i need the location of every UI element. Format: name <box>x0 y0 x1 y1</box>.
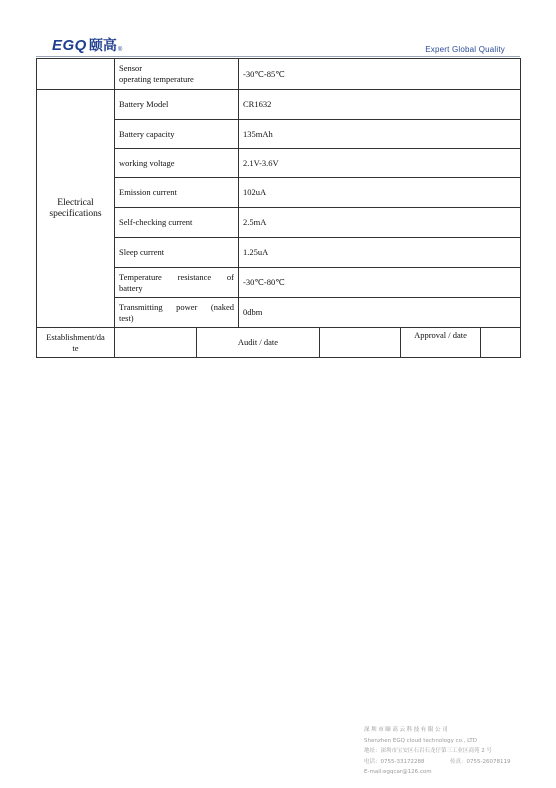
table-row <box>37 90 521 120</box>
establishment-date-field <box>115 328 197 358</box>
row-label: Temperature resistance of battery <box>115 268 239 298</box>
approval-date-label: Approval / date <box>401 328 481 357</box>
spec-table <box>36 58 521 358</box>
table-row <box>37 59 521 90</box>
row-value: 2.5mA <box>239 208 521 238</box>
row-value: -30℃-85℃ <box>239 59 521 90</box>
row-value: 1.25uA <box>239 238 521 268</box>
row-value: CR1632 <box>239 90 521 120</box>
row-label: working voltage <box>115 149 239 178</box>
row-value: 2.1V-3.6V <box>239 149 521 178</box>
company-contact <box>364 757 510 768</box>
row-value: 135mAh <box>239 120 521 149</box>
company-info <box>364 725 510 778</box>
audit-date-field <box>320 328 401 358</box>
audit-date-label: Audit / date <box>197 328 320 358</box>
row-label: Sleep current <box>115 238 239 268</box>
header-divider <box>36 56 520 57</box>
slogan: Expert Global Quality <box>425 45 505 54</box>
row-label: Transmitting power (naked test) <box>115 298 239 328</box>
row-value: 0dbm <box>239 298 521 328</box>
signature-row <box>37 328 521 358</box>
company-address: 地址：深圳市宝安区石岩石龙仔第三工业区商苑 2 号 <box>364 748 492 754</box>
row-label: Sensor operating temperature <box>115 59 239 90</box>
row-value: 102uA <box>239 178 521 208</box>
approval-date-field <box>481 328 520 357</box>
company-fax: 传真：0755-26078119 <box>449 758 511 765</box>
approval-cell <box>401 328 521 358</box>
logo-cn: 颐高 <box>88 38 117 54</box>
logo-registered-mark: ® <box>117 47 123 53</box>
blank-cell <box>37 59 115 90</box>
establishment-date-label: Establishment/da te <box>37 328 115 358</box>
row-label: Battery Model <box>115 90 239 120</box>
company-email: E-mail:egqcar@126.com <box>364 769 432 775</box>
company-name-cn: 深圳市颐高云科技有限公司 <box>364 727 450 733</box>
logo-en: EGQ <box>52 37 87 54</box>
group-label-electrical: Electrical specifications <box>37 90 115 328</box>
row-label: Self-checking current <box>115 208 239 238</box>
row-value: -30℃-80℃ <box>239 268 521 298</box>
row-label: Battery capacity <box>115 120 239 149</box>
company-phone: 电话：0755-33172288 <box>364 758 425 765</box>
row-label: Emission current <box>115 178 239 208</box>
company-name-en: Shenzhen EGQ cloud technology co., LTD <box>364 737 478 744</box>
company-logo <box>52 38 122 54</box>
